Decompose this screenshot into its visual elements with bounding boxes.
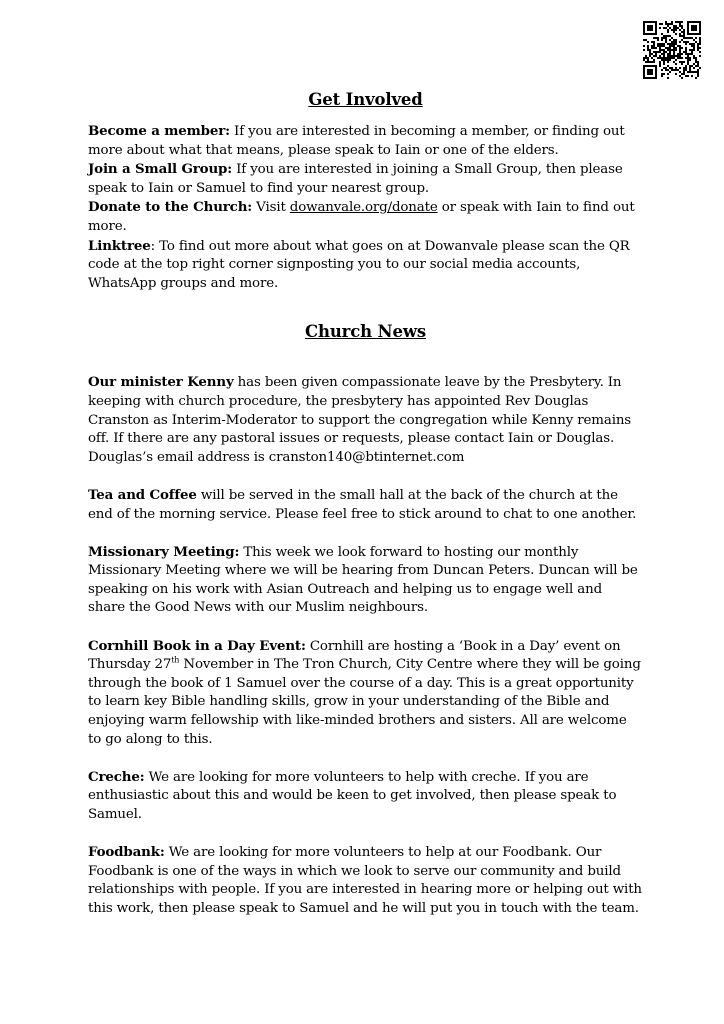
missionary-paragraph: [88, 543, 643, 618]
tea-coffee-paragraph: [88, 486, 643, 524]
donate-paragraph: [88, 198, 643, 236]
creche-text: We are looking for more volunteers to help with creche. If you are enthusiastic about this and would be keen to get involved, then please speak to Samuel.: [88, 769, 617, 822]
minister-paragraph: [88, 373, 643, 467]
member-paragraph: [88, 122, 643, 160]
qr-code-icon[interactable]: [643, 21, 701, 79]
small-group-label: Join a Small Group:: [88, 161, 233, 178]
tea-coffee-text: will be served in the small hall at the back of the church at the end of the morning service. Please feel free to stick around to chat to one another.: [88, 487, 637, 522]
church-news-section: [88, 373, 643, 918]
missionary-text: This week we look forward to hosting our monthly Missionary Meeting where we will be hearing from Duncan Peters. Duncan will be speaking on his work with Asian Outreach and helping us to engage well and share the Good News with our Muslim neighbours.: [88, 544, 638, 616]
bulletin-page: [88, 86, 643, 937]
small-group-paragraph: [88, 160, 643, 198]
foodbank-label: Foodbank:: [88, 844, 165, 861]
donate-link[interactable]: dowanvale.org/donate: [289, 200, 438, 216]
cornhill-sup: th: [171, 655, 180, 665]
linktree-paragraph: [88, 237, 643, 294]
foodbank-paragraph: [88, 843, 643, 918]
cornhill-label: Cornhill Book in a Day Event:: [88, 637, 306, 654]
minister-text: has been given compassionate leave by the Presbytery. In keeping with church procedure, the presbytery has appointed Rev Douglas Cranston as Interim-Moderator to support the congregation while Kenny remains off. If there are any pastoral issues or requests, please contact Iain or Douglas. Douglas’s email address is cranston140@btinternet.com: [88, 375, 632, 465]
tea-coffee-label: Tea and Coffee: [88, 486, 197, 503]
donate-pre: Visit: [252, 200, 290, 216]
member-text: If you are interested in becoming a member, or finding out more about what that means, please speak to Iain or one of the elders.: [88, 124, 625, 158]
missionary-label: Missionary Meeting:: [88, 543, 240, 560]
small-group-text: If you are interested in joining a Small Group, then please speak to Iain or Samuel to find your nearest group.: [88, 162, 623, 196]
donate-post: or speak with Iain to find out more.: [88, 200, 635, 234]
minister-label: Our minister Kenny: [88, 374, 234, 391]
cornhill-pre: Cornhill are hosting a ‘Book in a Day’ event on Thursday 27: [88, 638, 621, 673]
cornhill-post: November in The Tron Church, City Centre where they will be going through the book of 1 Samuel over the course of a day. This is a great opportunity to learn key Bible handling skills, grow in your understanding of the Bible and enjoying warm fellowship with like-minded brothers and sisters. All are welcome to go along to this.: [88, 657, 641, 747]
get-involved-heading: Get Involved: [308, 90, 423, 109]
foodbank-text: We are looking for more volunteers to help at our Foodbank. Our Foodbank is one of the ways in which we look to serve our community and build relationships with people. If you are interested in hearing more or helping out with this work, then please speak to Samuel and he will put you in touch with the team.: [88, 845, 642, 916]
linktree-text: : To find out more about what goes on at Dowanvale please scan the QR code at the top right corner signposting you to our social media accounts, WhatsApp groups and more.: [88, 238, 630, 291]
creche-label: Creche:: [88, 768, 145, 785]
donate-label: Donate to the Church:: [88, 199, 253, 216]
cornhill-paragraph: [88, 637, 643, 750]
linktree-label: Linktree: [88, 237, 151, 254]
member-label: Become a member:: [88, 123, 230, 139]
get-involved-section: [88, 122, 643, 293]
church-news-heading: Church News: [304, 322, 427, 342]
creche-paragraph: [88, 768, 643, 825]
